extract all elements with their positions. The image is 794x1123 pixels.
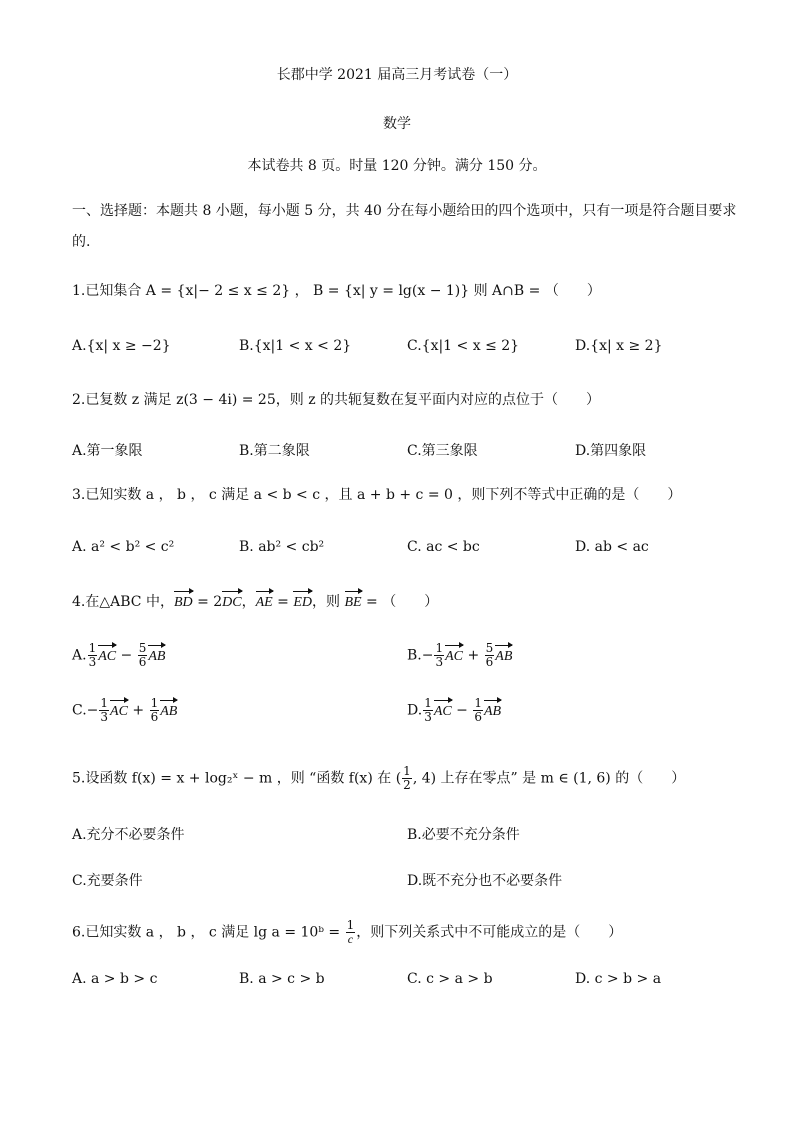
question-6-stem xyxy=(72,919,622,946)
fraction xyxy=(434,642,444,669)
question-6-option-c: C. c > a > b xyxy=(407,971,493,987)
question-5-option-a: A.充分不必要条件 xyxy=(72,827,185,843)
question-4-option-d xyxy=(407,697,501,724)
question-4-prefix: 4.在△ABC 中， xyxy=(72,594,174,610)
fraction xyxy=(138,642,148,669)
question-4-option-a xyxy=(72,642,165,669)
option-label: C. xyxy=(72,702,87,719)
vector-ac: AC xyxy=(445,648,464,664)
vector-ed: ED xyxy=(293,595,313,610)
option-label: D. xyxy=(407,702,423,719)
vector-ab: AB xyxy=(495,648,513,664)
question-1-option-a: A.{x| x ≥ −2} xyxy=(72,338,171,354)
question-1-option-d: D.{x| x ≥ 2} xyxy=(575,338,663,354)
question-6-prefix: 6.已知实数 a ， b ， c 满足 lg a = 10ᵇ = xyxy=(72,924,345,941)
numerator: 1 xyxy=(435,641,444,655)
question-5-option-c: C.充要条件 xyxy=(72,873,143,889)
vector-bd: BD xyxy=(173,595,193,610)
vector-ac: AC xyxy=(98,648,117,664)
question-2-option-b: B.第二象限 xyxy=(239,443,310,459)
denominator: 3 xyxy=(100,710,109,724)
option-operator: − xyxy=(116,647,137,664)
question-2-stem: 2.已复数 z 满足 z(3 − 4i) = 25，则 z 的共轭复数在复平面内对应的点位于（ ） xyxy=(72,392,601,408)
numerator: 1 xyxy=(403,764,411,778)
vector-ae: AE xyxy=(255,595,273,610)
question-4-option-c xyxy=(72,697,177,724)
numerator: 1 xyxy=(424,696,432,710)
question-4-option-b xyxy=(407,642,512,669)
question-5-prefix: 5.设函数 f(x) = x + log₂ˣ − m ，则 “函数 f(x) 在 ( xyxy=(72,770,402,787)
question-1-stem: 1.已知集合 A = {x|− 2 ≤ x ≤ 2} ， B = {x| y = lg(x − 1)} 则 A∩B = （ ） xyxy=(72,283,601,299)
option-operator: − xyxy=(451,702,473,719)
option-operator: + xyxy=(127,702,149,719)
question-5-option-d: D.既不充分也不必要条件 xyxy=(407,873,563,889)
fraction xyxy=(99,697,109,724)
question-6-option-b: B. a > c > b xyxy=(239,971,325,987)
question-3-option-c: C. ac < bc xyxy=(407,539,480,555)
vector-ab: AB xyxy=(148,648,166,664)
question-5-suffix: , 4) 上存在零点” 是 m ∈ (1, 6) 的（ ） xyxy=(412,770,686,787)
fraction xyxy=(473,697,483,724)
question-6-option-d: D. c > b > a xyxy=(575,971,662,987)
fraction xyxy=(88,642,98,669)
question-3-stem: 3.已知实数 a ， b ， c 满足 a < b < c ，且 a + b + c = 0 ，则下列不等式中正确的是（ ） xyxy=(72,487,682,503)
denominator: 3 xyxy=(88,655,97,669)
section-heading-line1: 一、选择题：本题共 8 小题，每小题 5 分，共 40 分在每小题给田的四个选项中，只有一项是符合题目要求 xyxy=(72,203,737,219)
fraction xyxy=(423,697,433,724)
question-1-option-b: B.{x|1 < x < 2} xyxy=(239,338,352,354)
question-3-option-b: B. ab² < cb² xyxy=(239,539,325,555)
fraction xyxy=(150,697,160,724)
question-2-option-c: C.第三象限 xyxy=(407,443,478,459)
denominator: 3 xyxy=(424,710,432,724)
section-heading-line2: 的. xyxy=(72,234,91,250)
question-5-stem xyxy=(72,765,685,792)
numerator: 1 xyxy=(100,696,109,710)
question-4-eq2: = xyxy=(272,594,294,610)
question-1-option-c: C.{x|1 < x ≤ 2} xyxy=(407,338,520,354)
option-sign: − xyxy=(421,647,434,664)
subject-title: 数学 xyxy=(383,116,411,132)
question-3-option-a: A. a² < b² < c² xyxy=(72,539,175,555)
denominator: 3 xyxy=(435,655,444,669)
vector-ab: AB xyxy=(484,703,502,719)
vector-dc: DC xyxy=(222,595,242,610)
fraction xyxy=(402,765,412,792)
vector-ab: AB xyxy=(160,703,178,719)
numerator: 5 xyxy=(485,641,494,655)
question-4-suffix: = （ ） xyxy=(361,594,439,610)
denominator: 6 xyxy=(138,655,147,669)
vector-be: BE xyxy=(344,595,362,610)
question-6-suffix: ，则下列关系式中不可能成立的是（ ） xyxy=(356,924,623,941)
option-operator: + xyxy=(463,647,484,664)
numerator: 1 xyxy=(150,696,159,710)
question-4-sep2: ，则 xyxy=(312,594,345,610)
option-sign: − xyxy=(86,702,99,719)
numerator: 1 xyxy=(346,918,355,932)
option-label: B. xyxy=(407,647,422,664)
denominator: 6 xyxy=(150,710,159,724)
denominator: c xyxy=(347,932,354,946)
denominator: 2 xyxy=(403,778,411,792)
exam-info: 本试卷共 8 页。时量 120 分钟。满分 150 分。 xyxy=(247,158,547,174)
question-6-option-a: A. a > b > c xyxy=(72,971,158,987)
question-2-option-d: D.第四象限 xyxy=(575,443,647,459)
option-label: A. xyxy=(72,647,87,664)
fraction xyxy=(485,642,495,669)
vector-ac: AC xyxy=(110,703,128,719)
question-4-eq1: = 2 xyxy=(192,594,223,610)
numerator: 5 xyxy=(138,641,147,655)
numerator: 1 xyxy=(474,696,482,710)
question-4-stem xyxy=(72,593,438,612)
question-3-option-d: D. ab < ac xyxy=(575,539,649,555)
question-4-sep1: ， xyxy=(241,594,256,610)
denominator: 6 xyxy=(474,710,482,724)
fraction xyxy=(346,919,356,946)
denominator: 6 xyxy=(485,655,494,669)
numerator: 1 xyxy=(88,641,97,655)
vector-ac: AC xyxy=(433,703,452,719)
exam-title: 长郡中学 2021 届高三月考试卷（一） xyxy=(276,67,518,83)
question-2-option-a: A.第一象限 xyxy=(72,443,143,459)
question-5-option-b: B.必要不充分条件 xyxy=(407,827,520,843)
